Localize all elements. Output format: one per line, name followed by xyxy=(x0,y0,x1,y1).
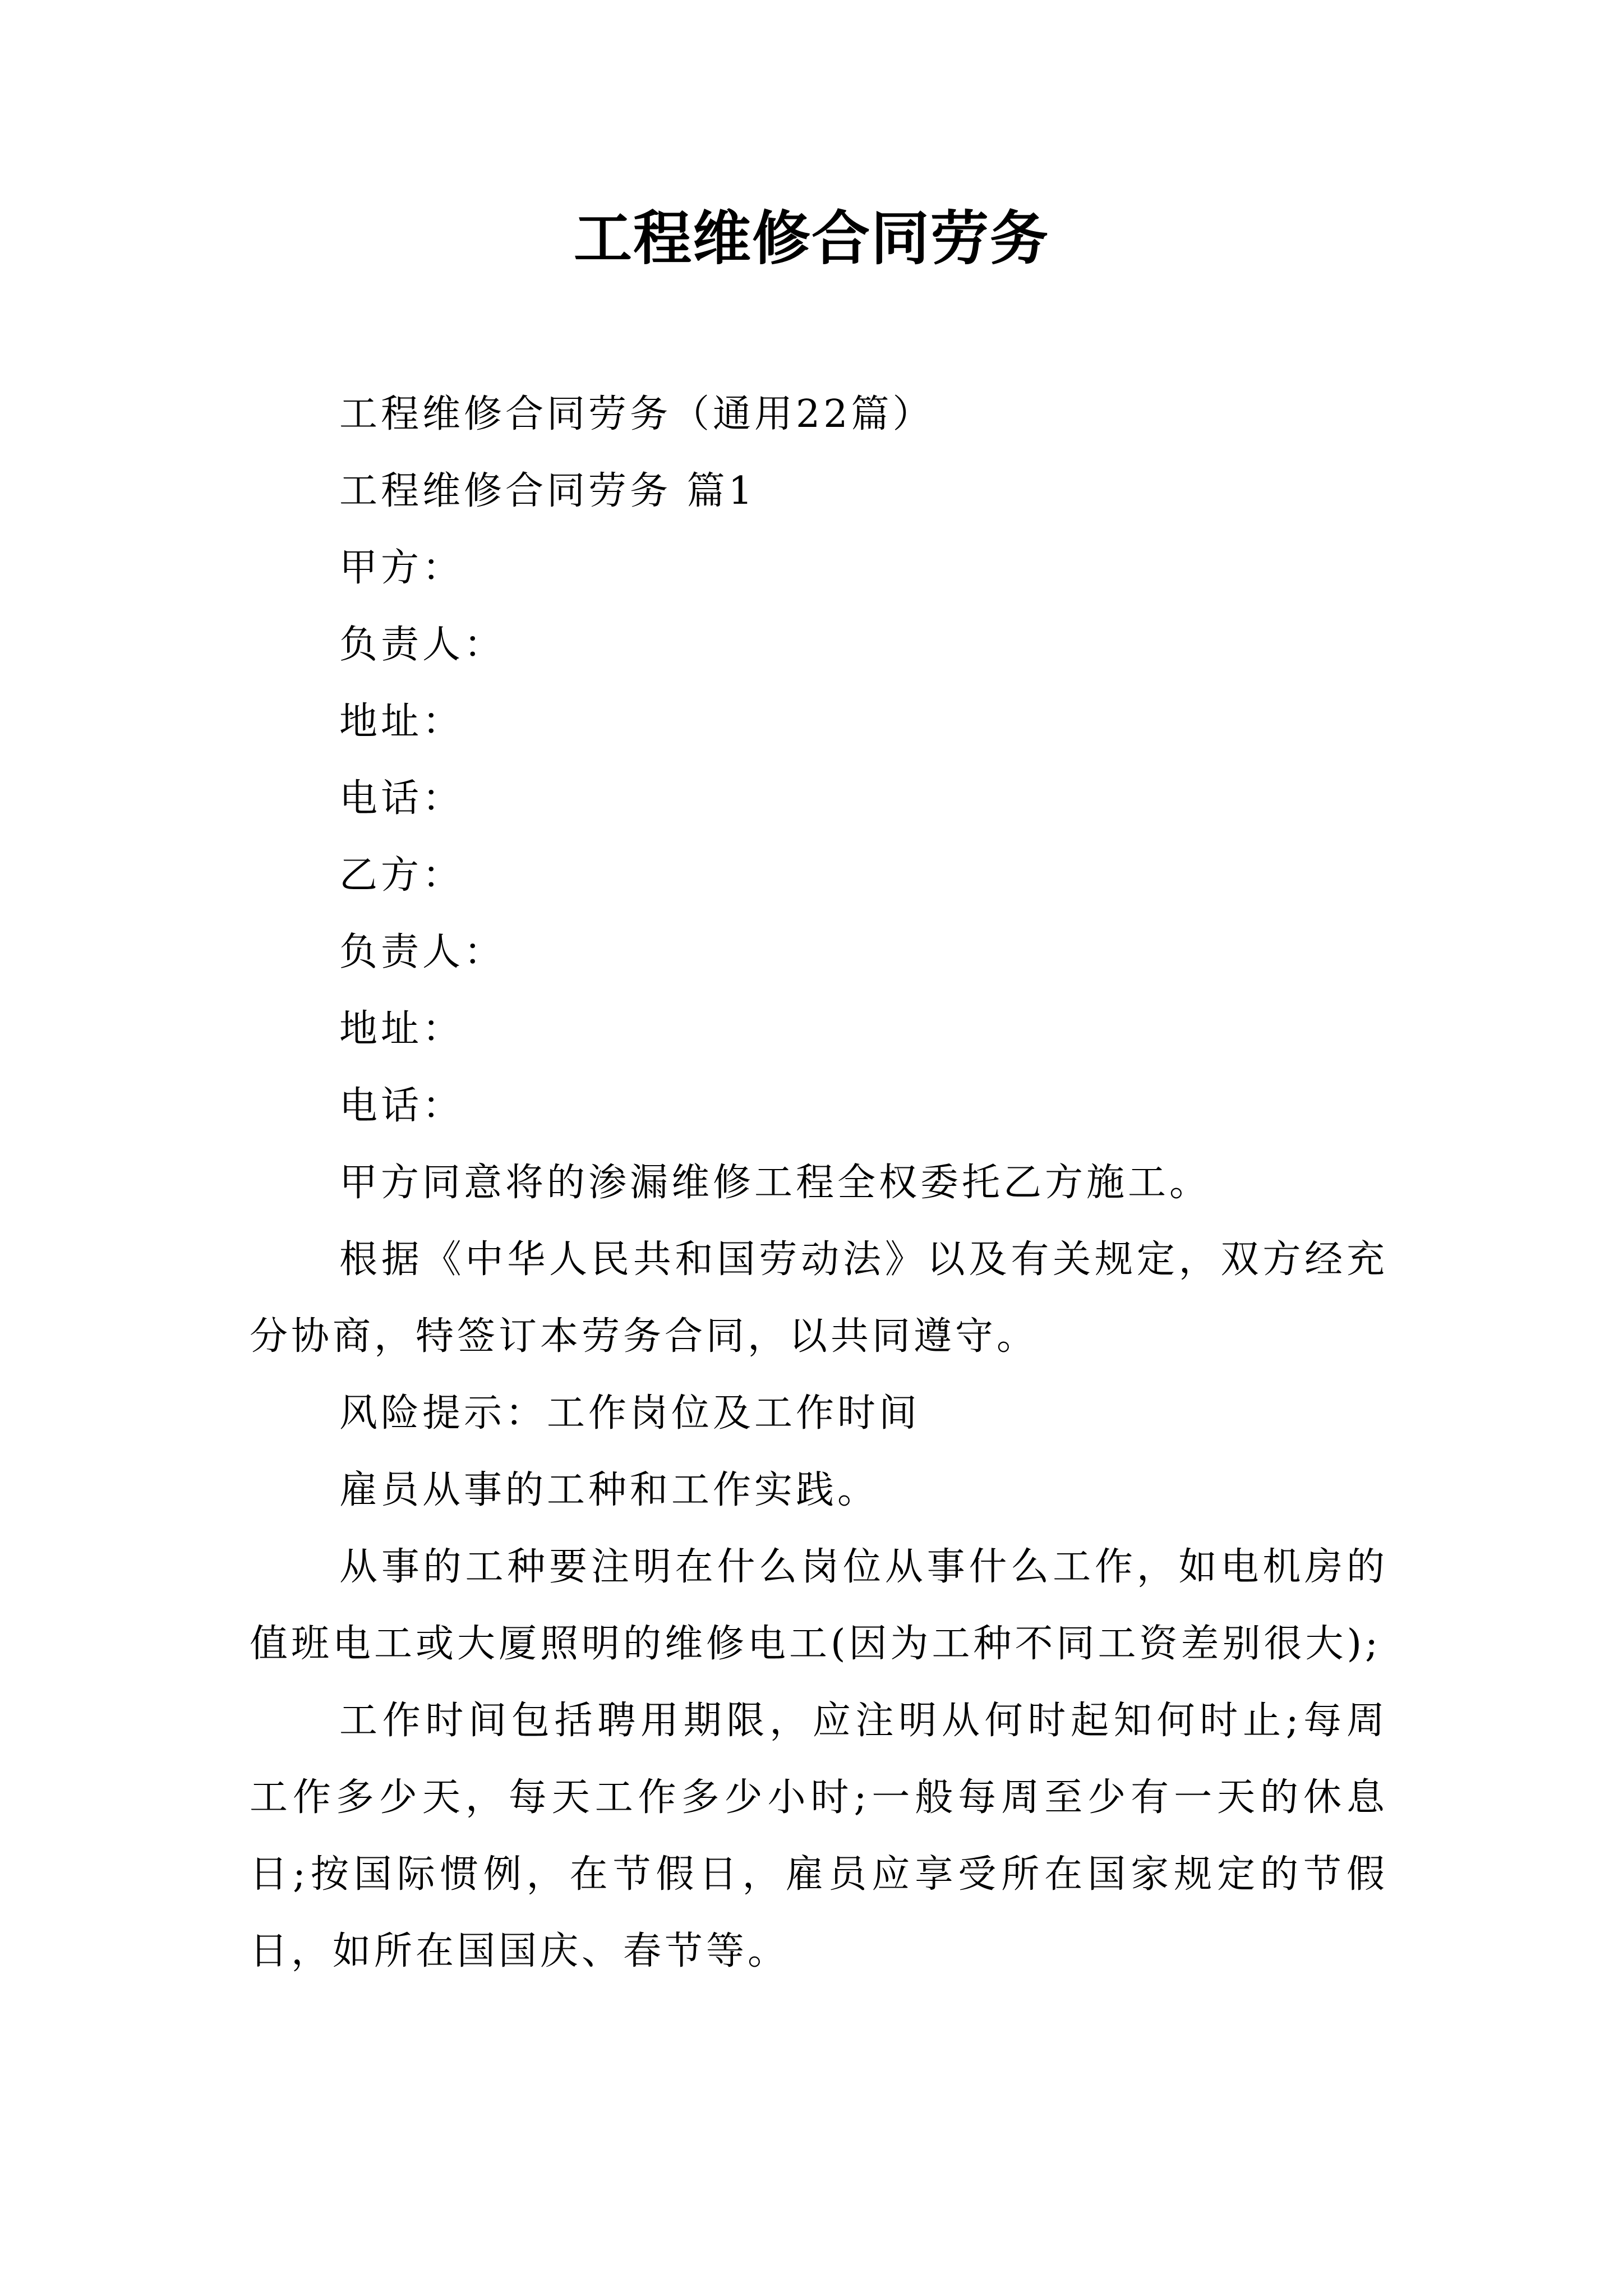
paragraph-risk-notice: 风险提示：工作岗位及工作时间 xyxy=(339,1391,921,1435)
paragraph-subtitle: 工程维修合同劳务（通用22篇） xyxy=(339,392,934,436)
paragraph-party-b-address: 地址： xyxy=(339,1007,464,1051)
paragraph-job-detail: 从事的工种要注明在什么岗位从事什么工作，如电机房的值班电工或大厦照明的维修电工(因为工种不同工资差别很大); xyxy=(250,1545,1388,1666)
paragraph-section-heading: 工程维修合同劳务 篇1 xyxy=(339,469,756,513)
paragraph-party-a: 甲方： xyxy=(339,546,464,590)
paragraph-party-a-address: 地址： xyxy=(339,700,464,744)
paragraph-working-hours: 工作时间包括聘用期限，应注明从何时起知何时止;每周工作多少天，每天工作多少小时;一般每周至少有一天的休息日;按国际惯例，在节假日，雇员应享受所在国家规定的节假日，如所在国国庆、春节等。 xyxy=(250,1699,1388,1973)
paragraph-entrustment: 甲方同意将的渗漏维修工程全权委托乙方施工。 xyxy=(339,1161,1211,1205)
paragraph-party-b: 乙方： xyxy=(339,853,464,898)
paragraph-party-a-contact-person: 负责人： xyxy=(339,623,506,667)
document-body xyxy=(250,376,1388,1990)
paragraph-legal-basis: 根据《中华人民共和国劳动法》以及有关规定，双方经充分协商，特签订本劳务合同，以共同遵守。 xyxy=(250,1237,1388,1359)
paragraph-job-type: 雇员从事的工种和工作实践。 xyxy=(339,1468,879,1512)
paragraph-party-a-phone: 电话： xyxy=(339,776,464,821)
paragraph-party-b-phone: 电话： xyxy=(339,1084,464,1128)
document-title: 工程维修合同劳务 xyxy=(573,204,1049,273)
paragraph-party-b-contact-person: 负责人： xyxy=(339,930,506,974)
